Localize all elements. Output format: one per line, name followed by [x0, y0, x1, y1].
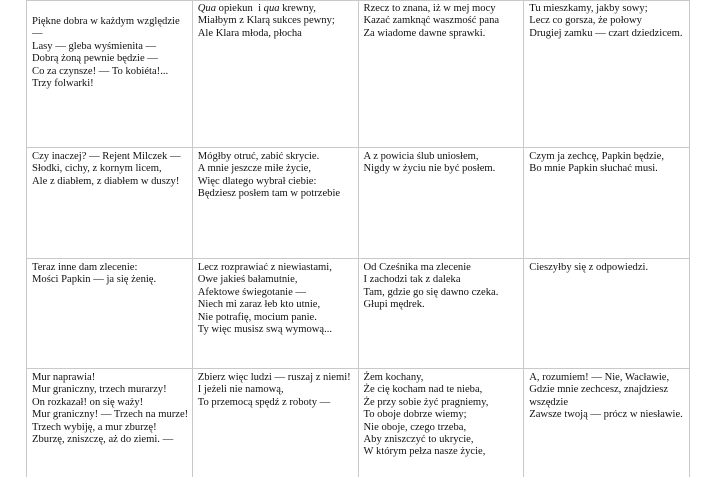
- verse-line: Ty więc musisz swą wymową...: [197, 324, 333, 336]
- italic-word: Qua: [197, 3, 216, 14]
- verse-line: Będziesz posłem tam w potrzebie: [197, 188, 341, 200]
- verse-line: Nigdy w życiu nie być posłem.: [363, 163, 496, 175]
- verse-line: Owe jakieś bałamutnie,: [197, 274, 298, 286]
- verse-line: Trzech wybiję, a mur zburzę!: [32, 421, 157, 433]
- verse-line: Teraz inne dam zlecenie:: [32, 262, 138, 273]
- verse-line: Ale z diabłem, z diabłem w duszy!: [32, 175, 180, 187]
- table-cell: [358, 369, 524, 478]
- verse-line: Lecz rozprawiać z niewiastami,: [197, 262, 332, 273]
- table-cell: [27, 1, 193, 148]
- verse-line: Mur graniczny! — Trzech na murze!: [32, 409, 189, 421]
- table-cell: [358, 259, 524, 369]
- verse-line: Głupi mędrek.: [363, 299, 425, 311]
- table-cell: [27, 259, 193, 369]
- verse-line: Zbierz więc ludzi — ruszaj z niemi!: [197, 372, 351, 383]
- verse-line: Tu mieszkamy, jakby sowy;: [529, 3, 648, 14]
- verse-line: Lecz co gorsza, że połowy: [529, 15, 642, 27]
- verse-line: W którym pełza nasze życie,: [363, 446, 486, 458]
- table-cell: [524, 259, 690, 369]
- verse-line: A, rozumiem! — Nie, Wacławie,: [529, 372, 670, 383]
- verse-line: To oboje dobrze wiemy;: [363, 409, 467, 421]
- verse-line: Kazać zamknąć waszmość pana: [363, 15, 500, 27]
- verse-line: Żem kochany,: [363, 372, 424, 383]
- verse-line: Zawsze twoją — prócz w niesławie.: [529, 409, 683, 421]
- verse-line: Nie oboje, czego trzeba,: [363, 421, 467, 433]
- verse-line: Dobrą żoną pewnie będzie —: [32, 53, 158, 65]
- verse-line: Czy inaczej? — Rejent Milczek —: [32, 151, 181, 162]
- verse-line: Mości Papkin — ja się żenię.: [32, 274, 157, 286]
- verse-line: Że przy sobie żyć pragniemy,: [363, 396, 489, 408]
- table-cell: [27, 148, 193, 259]
- table-cell: [27, 369, 193, 478]
- verse-line: Mur naprawia!: [32, 372, 96, 383]
- table-row: [27, 259, 690, 369]
- table-row: [27, 148, 690, 259]
- verse-line: wszędzie: [529, 396, 569, 408]
- verse-line: Mur graniczny, trzech murarzy!: [32, 384, 167, 396]
- verse-line: A z powicia ślub uniosłem,: [363, 151, 479, 162]
- verse-line: Co za czynsze! — To kobiéta!...: [32, 65, 169, 77]
- verse-line: A mnie jeszcze miłe życie,: [197, 163, 311, 175]
- table-cell: [524, 369, 690, 478]
- verse-line: Tam, gdzie go się dawno czeka.: [363, 286, 499, 298]
- verse-line: Lasy — gleba wyśmienita —: [32, 40, 157, 52]
- table-cell: [192, 148, 358, 259]
- table-row: [27, 1, 690, 148]
- verse-line: Mógłby otruć, zabić skrycie.: [197, 151, 320, 162]
- table-cell: [358, 148, 524, 259]
- verse-line: Słodki, cichy, z kornym licem,: [32, 163, 162, 175]
- verse-line: I zachodzi tak z daleka: [363, 274, 461, 286]
- verse-line: Miałbym z Klarą sukces pewny;: [197, 15, 335, 27]
- verse-line: To przemocą spędź z roboty —: [197, 396, 331, 408]
- verse-line: On rozkazał! on się waży!: [32, 396, 144, 408]
- verse-line: Od Cześnika ma zlecenie: [363, 262, 471, 273]
- table-cell: [358, 1, 524, 148]
- italic-word: qua: [263, 3, 280, 14]
- verse-line: —: [32, 28, 43, 40]
- verse-line: Że cię kocham nad te nieba,: [363, 384, 483, 396]
- table-cell: [524, 1, 690, 148]
- verse-line: Bo mnie Papkin słuchać musi.: [529, 163, 658, 175]
- verse-line: Więc dlatego wybrał ciebie:: [197, 175, 317, 187]
- table-cell: [192, 259, 358, 369]
- table-row: [27, 369, 690, 478]
- verse-line: Afektowe świegotanie —: [197, 286, 307, 298]
- verse-line: Aby zniszczyć to ukrycie,: [363, 434, 474, 446]
- verse-line: Gdzie mnie zechcesz, znajdziesz: [529, 384, 669, 396]
- verse-line: Za wiadome dawne sprawki.: [363, 27, 486, 39]
- verse-line: Czym ja zechcę, Papkin będzie,: [529, 151, 664, 162]
- verse-line: I jeżeli nie namową,: [197, 384, 284, 396]
- verse-line: Cieszyłby się z odpowiedzi.: [529, 262, 649, 273]
- verse-line: Zburzę, zniszczę, aż do ziemi. —: [32, 434, 174, 446]
- verse-line: Ale Klara młoda, płocha: [197, 27, 302, 39]
- verse-line: Piękne dobra w każdym względzie: [32, 16, 180, 27]
- verse-line: Rzecz to znana, iż w mej mocy: [363, 3, 496, 14]
- verse-line: Drugiej zamku — czart dziedzicem.: [529, 27, 683, 39]
- document-page: [26, 0, 690, 466]
- table-cell: [192, 369, 358, 478]
- table-cell: [524, 148, 690, 259]
- table-cell: [192, 1, 358, 148]
- verse-table: [26, 0, 690, 477]
- verse-line: Nie potrafię, mocium panie.: [197, 311, 317, 323]
- verse-line: Qua opiekun i qua krewny,: [197, 3, 316, 14]
- verse-line: Niech mi zaraz łeb kto utnie,: [197, 299, 321, 311]
- verse-line: Trzy folwarki!: [32, 78, 94, 90]
